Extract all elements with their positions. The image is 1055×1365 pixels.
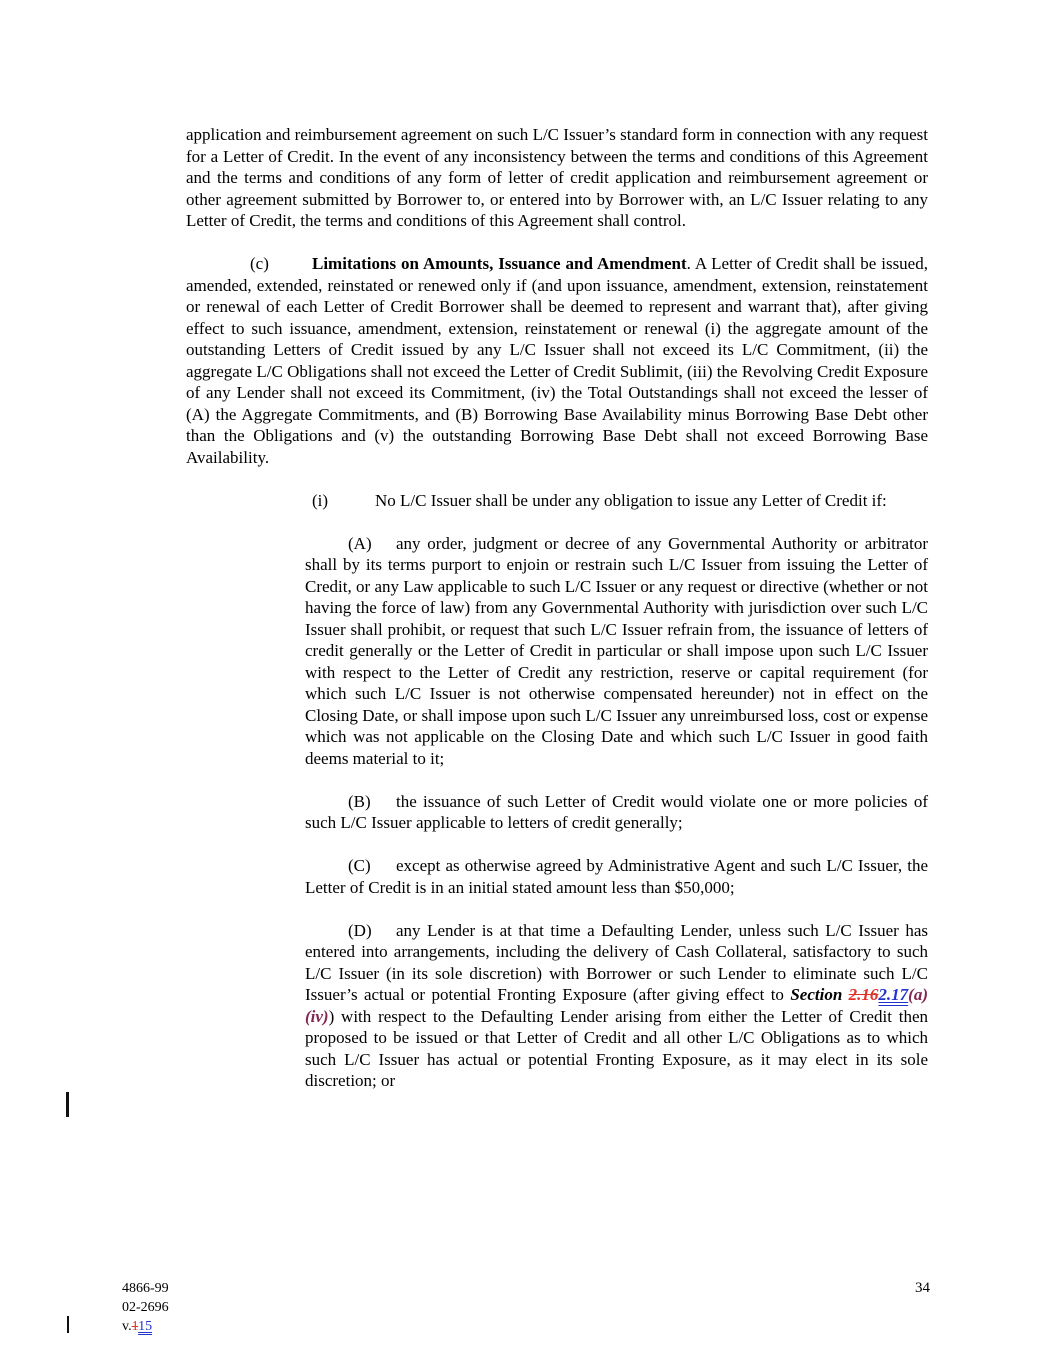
section-ref-deleted: 2.16 bbox=[848, 985, 879, 1004]
body-text bbox=[186, 124, 928, 1092]
change-bar-footer bbox=[67, 1316, 69, 1333]
paragraph-intro: application and reimbursement agreement on such L/C Issuer’s standard form in connection with any request for a Letter of Credit. In the event of any inconsistency between the terms and conditions of this Agreement and the terms and conditions of any form of letter of credit application and reimbursement agreement or other agreement submitted by Borrower to, or entered into by Borrower with, an L/C Issuer relating to any Letter of Credit, the terms and conditions of this Agreement shall control. bbox=[186, 125, 928, 230]
clause-i-body: No L/C Issuer shall be under any obligation to issue any Letter of Credit if: bbox=[375, 490, 887, 510]
footer-doc-ids bbox=[122, 1279, 169, 1336]
section-ref-inserted: 2.17 bbox=[878, 985, 909, 1004]
clause-c-heading: Limitations on Amounts, Issuance and Amendment bbox=[312, 254, 687, 273]
subclause-A-body: any order, judgment or decree of any Governmental Authority or arbitrator shall by its terms purport to enjoin or restrain such L/C Issuer from issuing the Letter of Credit, or any Law applicable to such L/C Issuer or any request or directive (whether or not having the force of law) from any Governmental Authority with jurisdiction over such L/C Issuer shall prohibit, or request that such L/C Issuer refrain from, the issuance of letters of credit generally or the Letter of Credit in particular or shall impose upon such L/C Issuer with respect to the Letter of Credit any restriction, reserve or capital requirement (for which such L/C Issuer is not otherwise compensated hereunder) not in effect on the Closing Date, or shall impose upon such L/C Issuer any unreimbursed loss, cost or expense which was not applicable on the Closing Date and which such L/C Issuer in good faith deems material to it; bbox=[305, 533, 928, 768]
page-number: 34 bbox=[915, 1280, 930, 1296]
subclause-C bbox=[305, 855, 928, 898]
subclause-B-body: the issuance of such Letter of Credit would violate one or more policies of such L/C Issuer applicable to letters of credit generally; bbox=[305, 791, 928, 832]
clause-i bbox=[247, 490, 928, 512]
section-subref: (a)(iv) bbox=[305, 985, 928, 1026]
subclause-C-body: except as otherwise agreed by Administrative Agent and such L/C Issuer, the Letter of Credit is in an initial stated amount less than $50,000; bbox=[305, 856, 928, 897]
clause-label-B: (B) bbox=[348, 791, 371, 811]
footer-version-line bbox=[122, 1317, 169, 1336]
clause-c-body: . A Letter of Credit shall be issued, amended, extended, reinstated or renewed only if (and upon issuance, amendment, extension, reinstatement or renewal of each Letter of Credit Borrower shall be deemed to represent and warrant that), after giving effect to such issuance, amendment, extension, reinstatement or renewal (i) the aggregate amount of the outstanding Letters of Credit issued by any L/C Issuer shall not exceed its L/C Commitment, (ii) the aggregate L/C Obligations shall not exceed the Letter of Credit Sublimit, (iii) the Revolving Credit Exposure of any Lender shall not exceed its Commitment, (iv) the Total Outstandings shall not exceed the lesser of (A) the Aggregate Commitments, and (B) Borrowing Base Availability minus Borrowing Base Debt other than the Obligations and (v) the outstanding Borrowing Base Debt shall not exceed Borrowing Base Availability. bbox=[186, 254, 928, 467]
clause-label-i: (i) bbox=[312, 490, 329, 510]
subclause-D-body-after: ) with respect to the Defaulting Lender arising from either the Letter of Credit then proposed to be issued or that Letter of Credit and all other L/C Obligations as to which such L/C Issuer has actual or potential Fronting Exposure, as it may elect in its sole discretion; or bbox=[305, 1006, 928, 1090]
section-word: Section bbox=[790, 985, 849, 1004]
version-prefix: v. bbox=[122, 1319, 132, 1334]
subclause-D-body-before: any Lender is at that time a Defaulting Lender, unless such L/C Issuer has entered into arrangements, including the delivery of Cash Collateral, satisfactory to such L/C Issuer (in its sole discretion) with Borrower or such Lender to eliminate such L/C Issuer’s actual or potential Fronting Exposure (after giving effect to bbox=[305, 920, 928, 1004]
clause-label-D: (D) bbox=[348, 920, 372, 940]
footer-doc-id-1: 4866-99 bbox=[122, 1281, 169, 1296]
subclause-D bbox=[305, 920, 928, 1092]
version-deleted: 1 bbox=[131, 1319, 139, 1334]
version-inserted: 15 bbox=[138, 1319, 153, 1334]
subclause-B bbox=[305, 791, 928, 834]
change-bar-clause-d bbox=[66, 1092, 69, 1117]
clause-label-C: (C) bbox=[348, 856, 371, 875]
clause-label-A: (A) bbox=[348, 533, 372, 553]
paragraph-c bbox=[186, 253, 928, 468]
footer-doc-id-2: 02-2696 bbox=[122, 1300, 169, 1315]
subclause-A bbox=[305, 533, 928, 770]
clause-label-c: (c) bbox=[250, 254, 269, 273]
